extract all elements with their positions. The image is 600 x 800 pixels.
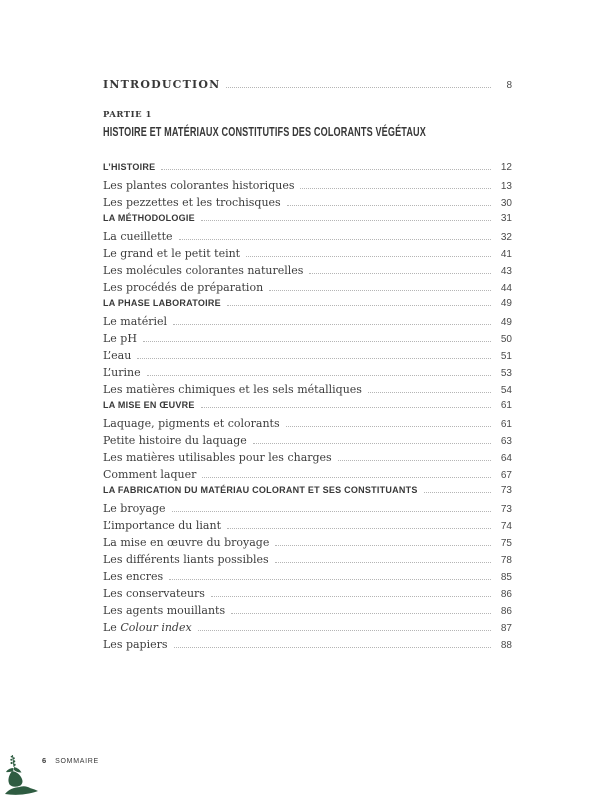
toc-row	[103, 179, 512, 196]
dotted-leader	[338, 460, 491, 461]
dotted-leader	[169, 579, 491, 580]
toc-page-number: 30	[500, 198, 512, 209]
page-footer	[42, 756, 99, 765]
toc-page-number: 44	[500, 283, 512, 294]
toc-row	[103, 451, 512, 468]
toc-row	[103, 417, 512, 434]
toc-page-number: 50	[500, 334, 512, 345]
toc-page-number: 85	[500, 572, 512, 583]
part-kicker: PARTIE 1	[103, 110, 152, 120]
dotted-leader	[143, 341, 491, 342]
toc-entry-label: Les procédés de préparation	[103, 281, 264, 294]
toc-entry-label: Les différents liants possibles	[103, 553, 269, 566]
toc-page-number: 87	[500, 623, 512, 634]
toc-entry-label: Le matériel	[103, 315, 168, 328]
dotted-leader	[174, 647, 491, 648]
toc-row	[103, 281, 512, 298]
toc-page-number: 63	[500, 436, 512, 447]
toc-page-number: 61	[500, 419, 512, 430]
dotted-leader	[201, 407, 491, 408]
toc-row	[103, 587, 512, 604]
part-title: HISTOIRE ET MATÉRIAUX CONSTITUTIFS DES COLORANTS VÉGÉTAUX	[103, 124, 426, 139]
dotted-leader	[137, 358, 491, 359]
toc-entry-label: LA MÉTHODOLOGIE	[103, 213, 195, 223]
toc-page-number: 86	[500, 606, 512, 617]
folio-page-number: 6	[42, 756, 47, 765]
toc-entry-label: Les agents mouillants	[103, 604, 226, 617]
toc-row	[103, 434, 512, 451]
toc-page-number: 74	[500, 521, 512, 532]
toc-row	[103, 366, 512, 383]
dotted-leader	[300, 188, 491, 189]
toc-entry-label: Le grand et le petit teint	[103, 247, 241, 260]
toc-entry-label	[103, 621, 192, 634]
toc-page-number: 49	[500, 298, 512, 309]
toc-page-number: 41	[500, 249, 512, 260]
toc-row	[103, 502, 512, 519]
toc-entry-label-prefix: Le	[103, 621, 121, 634]
botanical-corner-ornament-icon	[3, 754, 39, 796]
toc-entry-label: LA FABRICATION DU MATÉRIAU COLORANT ET SES CONSTITUANTS	[103, 485, 418, 495]
toc-page-number: 54	[500, 385, 512, 396]
dotted-leader	[253, 443, 491, 444]
toc-entry-label: Les matières utilisables pour les charges	[103, 451, 332, 464]
toc-list	[103, 162, 512, 655]
toc-page-number: 12	[500, 162, 512, 173]
toc-row	[103, 196, 512, 213]
toc-entry-label: Le pH	[103, 332, 137, 345]
toc-page-number: 75	[500, 538, 512, 549]
toc-page-number: 13	[500, 181, 512, 192]
toc-row	[103, 349, 512, 366]
toc-row	[103, 230, 512, 247]
toc-entry-label: L’HISTOIRE	[103, 162, 156, 172]
dotted-leader	[179, 239, 491, 240]
toc-page-number: 61	[500, 400, 512, 411]
toc-page-number: 73	[500, 504, 512, 515]
toc-row	[103, 383, 512, 400]
dotted-leader	[246, 256, 491, 257]
dotted-leader	[287, 205, 491, 206]
toc-row	[103, 485, 512, 502]
toc-entry-label: Les conservateurs	[103, 587, 205, 600]
toc-row	[103, 400, 512, 417]
introduction-page-number: 8	[506, 80, 512, 91]
dotted-leader	[202, 477, 491, 478]
dotted-leader	[161, 169, 491, 170]
dotted-leader	[424, 492, 491, 493]
toc-page-number: 73	[500, 485, 512, 496]
running-footer-label: SOMMAIRE	[55, 758, 99, 765]
dotted-leader	[368, 392, 491, 393]
toc-entry-label-italic: Colour index	[120, 621, 192, 634]
toc-page-number: 67	[500, 470, 512, 481]
toc-entry-label: L’urine	[103, 366, 141, 379]
dotted-leader	[227, 305, 491, 306]
toc-entry-label: Les plantes colorantes historiques	[103, 179, 295, 192]
toc-row	[103, 315, 512, 332]
dotted-leader	[275, 562, 491, 563]
toc-page-number: 64	[500, 453, 512, 464]
toc-page-number: 51	[500, 351, 512, 362]
toc-row	[103, 621, 512, 638]
toc-entry-label: La mise en œuvre du broyage	[103, 536, 270, 549]
toc-entry-label: Les papiers	[103, 638, 168, 651]
toc-row	[103, 468, 512, 485]
dotted-leader	[309, 273, 491, 274]
dotted-leader	[198, 630, 491, 631]
toc-row	[103, 162, 512, 179]
toc-entry-label: Comment laquer	[103, 468, 197, 481]
toc-entry-label: L’importance du liant	[103, 519, 221, 532]
dotted-leader	[275, 545, 491, 546]
toc-row	[103, 264, 512, 281]
toc-entry-label: Les matières chimiques et les sels métalliques	[103, 383, 362, 396]
toc-entry-label: LA MISE EN ŒUVRE	[103, 400, 195, 410]
toc-entry-label: Laquage, pigments et colorants	[103, 417, 280, 430]
toc-row	[103, 604, 512, 621]
dotted-leader	[269, 290, 491, 291]
toc-entry-label: LA PHASE LABORATOIRE	[103, 298, 221, 308]
toc-page-number: 31	[500, 213, 512, 224]
toc-entry-label: L’eau	[103, 349, 132, 362]
toc-row	[103, 519, 512, 536]
toc-entry-label: Petite histoire du laquage	[103, 434, 247, 447]
dotted-leader	[211, 596, 491, 597]
dotted-leader	[286, 426, 491, 427]
introduction-label: INTRODUCTION	[103, 78, 221, 91]
toc-page-number: 43	[500, 266, 512, 277]
toc-entry-label: Les pezzettes et les trochisques	[103, 196, 281, 209]
toc-entry-label: Le broyage	[103, 502, 166, 515]
toc-row	[103, 536, 512, 553]
toc-row	[103, 638, 512, 655]
toc-row	[103, 553, 512, 570]
dotted-leader	[173, 324, 491, 325]
toc-row	[103, 298, 512, 315]
toc-content	[103, 78, 512, 655]
toc-row-introduction	[103, 78, 512, 94]
dotted-leader	[147, 375, 491, 376]
toc-row	[103, 213, 512, 230]
toc-row	[103, 247, 512, 264]
toc-entry-label: La cueillette	[103, 230, 173, 243]
toc-row	[103, 332, 512, 349]
toc-page-number: 78	[500, 555, 512, 566]
dotted-leader	[227, 528, 491, 529]
toc-page-number: 32	[500, 232, 512, 243]
dotted-leader	[201, 220, 491, 221]
part-header	[103, 110, 512, 140]
toc-page-number: 49	[500, 317, 512, 328]
dotted-leader	[172, 511, 491, 512]
toc-page-number: 88	[500, 640, 512, 651]
toc-entry-label: Les encres	[103, 570, 164, 583]
toc-entry-label: Les molécules colorantes naturelles	[103, 264, 304, 277]
toc-page-number: 86	[500, 589, 512, 600]
toc-page-number: 53	[500, 368, 512, 379]
dotted-leader	[226, 87, 491, 88]
toc-row	[103, 570, 512, 587]
dotted-leader	[231, 613, 491, 614]
